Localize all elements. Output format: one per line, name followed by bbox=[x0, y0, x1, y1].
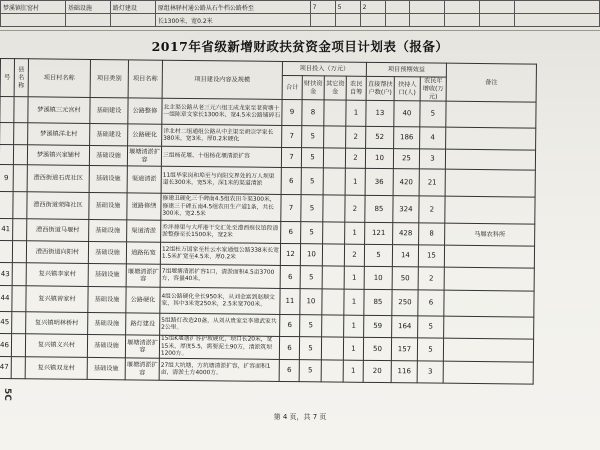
cell-households: 85 bbox=[365, 196, 393, 223]
cell-village: 澧西街道荣隆社区 bbox=[27, 192, 89, 220]
cell-seq bbox=[0, 241, 13, 263]
cell-population: 157 bbox=[391, 338, 417, 361]
cell-remark bbox=[445, 169, 535, 197]
cell-income: 4 bbox=[420, 127, 446, 149]
page-title: 2017年省级新增财政扶贫资金项目计划表（报备） bbox=[151, 39, 449, 54]
cell-county bbox=[13, 145, 27, 165]
cell-total: 11 bbox=[280, 289, 300, 315]
cell-other bbox=[322, 244, 344, 266]
cell-content: 15组K堰塘扩容护坡硬化，坝口长20米，宽15米，厚度5.5，需要泥土90方，清淤筑坝1200方。 bbox=[159, 335, 279, 359]
cell-village: 复兴镇李家村 bbox=[26, 263, 88, 287]
cell-remark bbox=[443, 338, 533, 362]
header-households: 直接帮扶户数(户) bbox=[366, 76, 394, 101]
cell-village: 澧西街道马堰村 bbox=[27, 219, 89, 242]
cell-content: 三组杨花堰、十组杨花堰清淤扩容 bbox=[161, 146, 281, 167]
previous-page-cell bbox=[65, 14, 110, 27]
header-benefit-group: 项目预期效益 bbox=[366, 62, 446, 77]
previous-page-cell: 路灯建设 bbox=[110, 1, 155, 14]
cell-county bbox=[14, 123, 28, 145]
header-county: 县名称 bbox=[14, 59, 28, 97]
previous-page-cell bbox=[410, 1, 445, 14]
cell-name: 堰塘清淤扩容 bbox=[126, 264, 160, 287]
previous-page-table bbox=[0, 0, 600, 27]
cell-name: 公路硬化 bbox=[126, 287, 160, 313]
cell-income: 8 bbox=[419, 223, 445, 245]
header-population: 扶持人口(人) bbox=[394, 77, 420, 102]
header-self: 农民自筹 bbox=[346, 76, 366, 100]
cell-population: 14 bbox=[392, 245, 418, 267]
cell-population: 420 bbox=[393, 169, 419, 196]
cell-income: 3 bbox=[417, 361, 443, 383]
cell-remark bbox=[444, 290, 534, 317]
page-footer: 第 4 页，共 7 页 bbox=[273, 413, 327, 421]
cell-total: 6 bbox=[280, 266, 300, 289]
cell-population: 116 bbox=[391, 361, 417, 383]
cell-total: 7 bbox=[281, 148, 301, 168]
cell-name: 公路硬化 bbox=[128, 124, 162, 146]
cell-fiscal: 10 bbox=[300, 289, 322, 315]
cell-income: 5 bbox=[418, 316, 444, 338]
cell-village: 复兴镇曾家村 bbox=[26, 286, 88, 313]
cell-other bbox=[321, 337, 343, 360]
header-village: 项目村名称 bbox=[28, 59, 90, 98]
cell-content: 修建丑硬化三千碑南4.5组农田斗渠300米，修建三千碑五南4.5组农田生产道1条，共长300米，宽2.5米 bbox=[161, 193, 281, 221]
cell-seq: 44 bbox=[0, 286, 12, 312]
cell-category: 基础建设 bbox=[90, 98, 128, 124]
cell-remark bbox=[446, 127, 536, 150]
cell-population: 428 bbox=[393, 223, 419, 245]
cell-category: 基础设施 bbox=[89, 220, 127, 242]
cell-seq bbox=[0, 97, 14, 123]
side-mark: 5C bbox=[2, 388, 12, 401]
previous-page-cell: 5 bbox=[335, 1, 360, 14]
cell-fiscal: 5 bbox=[300, 266, 322, 289]
cell-category: 基础设施 bbox=[88, 242, 126, 264]
cell-category: 基础设施 bbox=[89, 166, 127, 193]
previous-page-cell: 长1300米，宽0.2米 bbox=[155, 14, 310, 27]
cell-category: 基础设施 bbox=[87, 335, 125, 358]
cell-fiscal: 8 bbox=[302, 100, 324, 126]
cell-households: 85 bbox=[364, 290, 392, 316]
header-income: 农民年增收(万元) bbox=[420, 77, 446, 102]
cell-village: 梦溪镇三元宫村 bbox=[28, 97, 90, 124]
header-other: 其它资金 bbox=[324, 76, 346, 100]
cell-households: 36 bbox=[365, 169, 393, 196]
cell-fiscal: 5 bbox=[299, 360, 321, 382]
cell-seq: 9 bbox=[0, 165, 13, 192]
cell-households: 10 bbox=[364, 267, 392, 290]
cell-seq: 46 bbox=[0, 334, 12, 357]
cell-category: 基础设施 bbox=[88, 313, 126, 335]
cell-population: 50 bbox=[392, 267, 418, 290]
cell-total: 6 bbox=[281, 222, 301, 244]
previous-page-strip bbox=[0, 0, 600, 31]
header-category: 项目类别 bbox=[90, 59, 128, 98]
previous-page-cell bbox=[385, 1, 410, 14]
cell-other bbox=[322, 266, 344, 289]
cell-county bbox=[13, 219, 27, 241]
cell-seq: 47 bbox=[0, 357, 11, 379]
cell-total: 6 bbox=[281, 168, 301, 195]
previous-page-cell: 2 bbox=[360, 1, 385, 14]
cell-households: 20 bbox=[363, 361, 391, 383]
cell-households: 5 bbox=[364, 245, 392, 267]
previous-page-cell bbox=[360, 14, 385, 27]
cell-other bbox=[323, 168, 345, 195]
cell-total: 12 bbox=[280, 244, 300, 266]
cell-fiscal: 5 bbox=[301, 222, 323, 244]
previous-page-cell: 原组林驿村通公路从石牛档公路桥至 bbox=[155, 1, 310, 14]
cell-village: 梦溪镇兴家铺村 bbox=[27, 145, 89, 166]
cell-county bbox=[12, 241, 26, 263]
cell-name: 堰塘清淤扩容 bbox=[125, 335, 159, 358]
previous-page-cell bbox=[480, 14, 515, 27]
cell-category: 基础设施 bbox=[87, 358, 125, 380]
cell-remark bbox=[445, 149, 535, 170]
cell-seq: 45 bbox=[0, 312, 12, 334]
cell-category: 基础设施 bbox=[89, 193, 127, 220]
cell-seq bbox=[0, 145, 14, 165]
cell-income: 15 bbox=[418, 245, 444, 267]
cell-content: 7组堰塘清淤扩容1口，清淤面积4.5亩3700方，容量40米。 bbox=[160, 264, 280, 288]
cell-village: 复兴镇义兴村 bbox=[25, 334, 87, 358]
cell-county bbox=[12, 263, 26, 286]
previous-page-cell bbox=[310, 14, 335, 27]
cell-remark bbox=[445, 196, 535, 224]
cell-county bbox=[11, 334, 25, 357]
header-seq: 号 bbox=[0, 59, 14, 97]
cell-self: 1 bbox=[344, 289, 364, 315]
cell-village: 澧西街道向阳村 bbox=[26, 241, 88, 264]
cell-self: 1 bbox=[345, 168, 365, 195]
cell-name: 道路修缮 bbox=[127, 193, 161, 220]
cell-other bbox=[322, 315, 344, 337]
cell-self: 2 bbox=[346, 126, 366, 148]
cell-self: 2 bbox=[344, 244, 364, 266]
cell-households: 52 bbox=[366, 127, 394, 149]
cell-content: 27组大坑塘，方坑塘清淤扩容，扩容面积1亩，清淤土方4000方。 bbox=[159, 358, 279, 381]
cell-name: 堰塘清淤扩容 bbox=[125, 358, 159, 380]
previous-page-cell bbox=[480, 1, 515, 14]
previous-page-cell bbox=[515, 1, 600, 14]
cell-county bbox=[13, 192, 27, 219]
cell-other bbox=[324, 126, 346, 148]
cell-category: 基础设施 bbox=[88, 264, 126, 287]
header-investment-group: 项目投入（万元） bbox=[282, 61, 366, 76]
cell-category: 基础建设 bbox=[90, 124, 128, 146]
previous-page-cell: 基础设施 bbox=[65, 1, 110, 14]
cell-name: 路灯建设 bbox=[126, 313, 160, 335]
cell-other bbox=[323, 148, 345, 168]
cell-remark bbox=[443, 361, 533, 384]
cell-total: 6 bbox=[280, 315, 300, 337]
cell-content: 11组毕家岗和埠至与向阳交界处的万人坝渠道长300米，宽5米，深1米的渠道清淤 bbox=[161, 166, 281, 194]
cell-county bbox=[12, 286, 26, 312]
cell-content: 洋北村二组通组公路从中主渠至胡宗学家长380米，宽3米，厚0.2米硬化 bbox=[162, 124, 282, 147]
cell-other bbox=[322, 289, 344, 315]
cell-category: 基础设施 bbox=[89, 146, 127, 166]
cell-other bbox=[323, 222, 345, 244]
cell-self: 2 bbox=[345, 195, 365, 222]
cell-population: 250 bbox=[392, 290, 418, 316]
cell-seq bbox=[0, 192, 13, 219]
previous-page-cell bbox=[410, 14, 445, 27]
cell-income: 6 bbox=[418, 290, 444, 316]
cell-total: 6 bbox=[279, 360, 299, 382]
cell-income: 3 bbox=[419, 149, 445, 169]
cell-content: 乔泮排渠与大坪港干交汇处至澧西殡仪馆段清淤整修至长1500米，宽2米 bbox=[161, 220, 281, 243]
cell-population: 40 bbox=[394, 101, 420, 127]
cell-content: 4组公路硬化全长950米，从刘金富到赵顺文家，其中3米宽250米，2.5米宽700米。 bbox=[160, 287, 280, 314]
previous-page-cell bbox=[110, 14, 155, 27]
cell-remark: 马堰农科所 bbox=[445, 223, 535, 246]
header-name: 项目名称 bbox=[128, 60, 162, 99]
cell-other bbox=[324, 100, 346, 126]
cell-village: 复兴镇双龙村 bbox=[25, 357, 87, 380]
header-fiscal: 财扶资金 bbox=[302, 76, 324, 100]
cell-seq bbox=[0, 123, 14, 145]
cell-income: 2 bbox=[419, 196, 445, 223]
previous-page-cell: 7 bbox=[310, 1, 335, 14]
cell-other bbox=[323, 195, 345, 222]
cell-name: 渠道清淤 bbox=[127, 220, 161, 242]
previous-page-cell bbox=[515, 14, 600, 27]
cell-self: 1 bbox=[343, 360, 363, 382]
previous-page-cell bbox=[385, 14, 410, 27]
header-total: 合计 bbox=[282, 75, 302, 99]
cell-population: 186 bbox=[394, 127, 420, 149]
cell-village: 复兴镇明林桥村 bbox=[26, 312, 88, 335]
cell-remark bbox=[444, 316, 534, 339]
cell-content: 12组杜万国家至杜云水家通组公路338米长宽1.5米扩宽至4.5米，厚0.2米 bbox=[160, 242, 280, 265]
cell-other bbox=[321, 360, 343, 382]
table-row bbox=[0, 357, 533, 385]
previous-page-cell bbox=[1, 14, 66, 27]
cell-self: 2 bbox=[345, 148, 365, 168]
cell-self: 1 bbox=[344, 266, 364, 289]
cell-remark bbox=[444, 267, 534, 291]
previous-page-cell bbox=[445, 1, 480, 14]
cell-content: 北主渠公路从老三元六组王成龙家至老荷塘十一组陈章文家长1300米、宽4.5米公路铺碎石 bbox=[162, 98, 282, 125]
cell-name: 公路整修 bbox=[128, 98, 162, 124]
cell-income: 21 bbox=[419, 169, 445, 196]
previous-page-cell: 梦溪镇肛窑村 bbox=[1, 1, 66, 14]
cell-category: 基础设施 bbox=[88, 287, 126, 313]
previous-page-cell bbox=[335, 14, 360, 27]
cell-population: 324 bbox=[393, 196, 419, 223]
cell-name: 道路拓宽 bbox=[126, 242, 160, 264]
cell-fiscal: 5 bbox=[302, 126, 324, 148]
cell-fiscal: 5 bbox=[301, 195, 323, 222]
cell-county bbox=[13, 165, 27, 192]
header-remark: 备注 bbox=[446, 63, 536, 102]
cell-self: 1 bbox=[345, 222, 365, 244]
header-content: 项目建设内容及规模 bbox=[162, 60, 282, 100]
cell-households: 50 bbox=[363, 338, 391, 361]
cell-fiscal: 10 bbox=[300, 244, 322, 266]
cell-name: 堰塘清淤扩容 bbox=[127, 146, 161, 166]
cell-households: 13 bbox=[366, 101, 394, 127]
cell-county bbox=[11, 357, 25, 379]
cell-seq: 43 bbox=[0, 263, 12, 286]
project-table bbox=[0, 58, 537, 385]
cell-self: 1 bbox=[346, 100, 366, 126]
cell-total: 7 bbox=[281, 195, 301, 222]
cell-households: 121 bbox=[365, 223, 393, 245]
cell-total: 9 bbox=[282, 100, 302, 126]
cell-county bbox=[14, 97, 28, 123]
cell-population: 25 bbox=[393, 149, 419, 169]
cell-remark bbox=[446, 101, 536, 128]
previous-page-row bbox=[1, 14, 600, 27]
cell-total: 7 bbox=[282, 126, 302, 148]
cell-seq: 41 bbox=[0, 219, 13, 241]
cell-income: 5 bbox=[420, 101, 446, 127]
cell-content: 5组路灯改造20盏，从刘从贵家至李建武家共2公里。 bbox=[160, 313, 280, 336]
cell-income: 2 bbox=[418, 267, 444, 290]
cell-households: 10 bbox=[365, 149, 393, 169]
cell-fiscal: 5 bbox=[301, 168, 323, 195]
cell-village: 梦溪镇洋北村 bbox=[28, 123, 90, 146]
cell-income: 5 bbox=[417, 338, 443, 361]
cell-fiscal: 5 bbox=[301, 148, 323, 168]
cell-village: 澧西街道石虎社区 bbox=[27, 165, 89, 193]
previous-page-row bbox=[1, 1, 600, 14]
cell-self: 1 bbox=[343, 337, 363, 360]
cell-name: 渠道清淤 bbox=[127, 166, 161, 193]
cell-total: 6 bbox=[279, 337, 299, 360]
cell-self: 1 bbox=[344, 315, 364, 337]
cell-county bbox=[12, 312, 26, 334]
cell-remark bbox=[444, 245, 534, 268]
cell-households: 59 bbox=[364, 316, 392, 338]
cell-population: 164 bbox=[392, 316, 418, 338]
previous-page-cell bbox=[445, 14, 480, 27]
cell-fiscal: 5 bbox=[300, 315, 322, 337]
cell-fiscal: 5 bbox=[299, 337, 321, 360]
